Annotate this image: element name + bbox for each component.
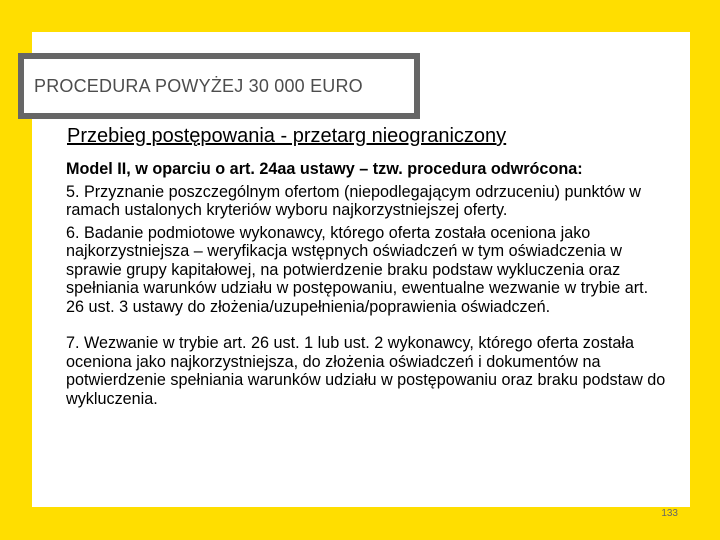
slide-title: PROCEDURA POWYŻEJ 30 000 EURO [34, 75, 363, 96]
slide-content [66, 160, 666, 408]
model-description: Model II, w oparciu o art. 24aa ustawy – tzw. procedura odwrócona: [66, 160, 583, 178]
step-7-paragraph: 7. Wezwanie w trybie art. 26 ust. 1 lub ust. 2 wykonawcy, którego oferta została oceniona jako najkorzystniejsza, do złożenia oświadczeń i dokumentów na potwierdzenie spełniania warunków udziału w postępowaniu oraz braku podstaw do wykluczenia. [66, 334, 666, 408]
step-6-paragraph: 6. Badanie podmiotowe wykonawcy, którego oferta została oceniona jako najkorzystniejsza – weryfikacja wstępnych oświadczeń w tym oświadczenia w sprawie grupy kapitałowej, na potwierdzenie braku podstaw wykluczenia oraz spełniania warunków udziału w postępowaniu, ewentualne wezwanie w trybie art. 26 ust. 3 ustawy do złożenia/uzupełnienia/poprawienia oświadczeń. [66, 223, 649, 316]
step-5-paragraph: 5. Przyznanie poszczególnym ofertom (niepodlegającym odrzuceniu) punktów w ramach ustalonych kryteriów wyboru najkorzystniejszej oferty. [66, 182, 641, 219]
page-number: 133 [661, 508, 678, 519]
title-box [18, 53, 420, 119]
section-heading: Przebieg postępowania - przetarg nieograniczony [67, 125, 507, 147]
